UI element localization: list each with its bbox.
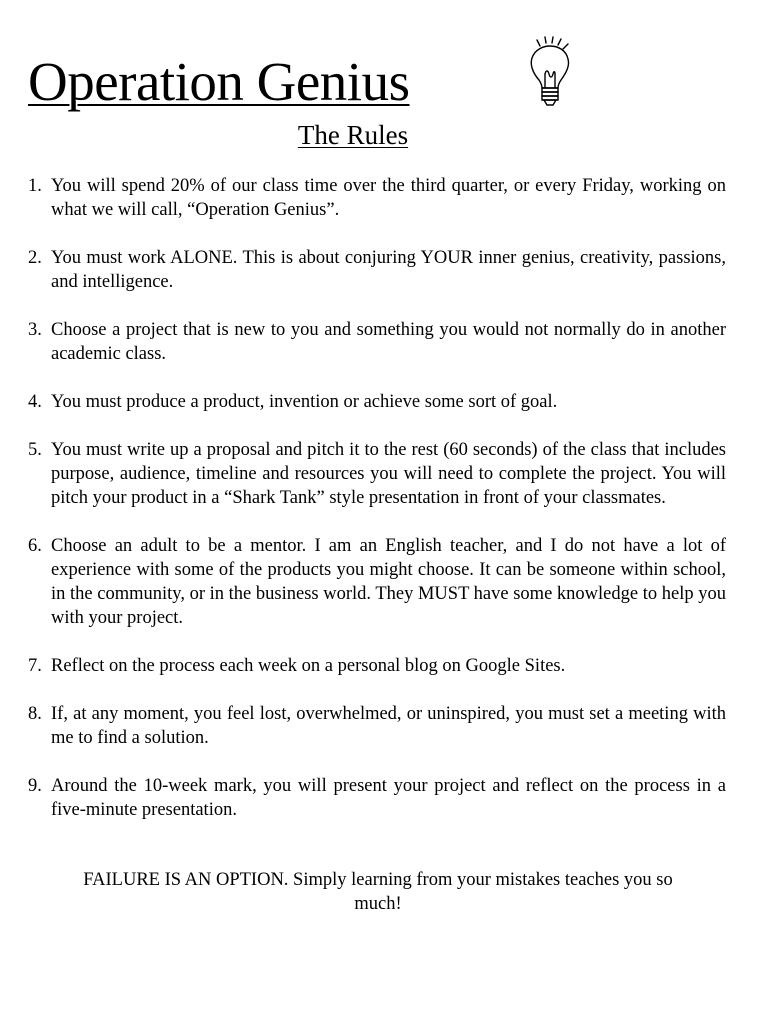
- closing-statement: FAILURE IS AN OPTION. Simply learning from your mistakes teaches you so much!: [83, 870, 673, 914]
- rule-text: Choose a project that is new to you and something you would not normally do in another academic class.: [51, 320, 726, 364]
- light-bulb-icon: [522, 36, 578, 112]
- rule-item-6: [28, 534, 726, 630]
- rule-text: Reflect on the process each week on a personal blog on Google Sites.: [51, 656, 566, 676]
- rule-item-5: [28, 438, 726, 510]
- rule-text: You must work ALONE. This is about conjuring YOUR inner genius, creativity, passions, and intelligence.: [51, 248, 726, 292]
- rule-item-7: [28, 654, 726, 678]
- document-subtitle: [0, 118, 706, 152]
- rule-text: Around the 10-week mark, you will present your project and reflect on the process in a five-minute presentation.: [51, 776, 726, 820]
- rule-number: 5.: [28, 440, 42, 460]
- rules-list: [28, 174, 726, 846]
- rule-number: 4.: [28, 392, 42, 412]
- rule-text: You must produce a product, invention or achieve some sort of goal.: [51, 392, 558, 412]
- rule-number: 2.: [28, 248, 42, 268]
- rule-number: 7.: [28, 656, 42, 676]
- subtitle-text: The Rules: [297, 120, 409, 150]
- rule-number: 9.: [28, 776, 42, 796]
- rule-number: 6.: [28, 536, 42, 556]
- rule-item-9: [28, 774, 726, 822]
- rule-item-8: [28, 702, 726, 750]
- document-title: Operation Genius: [28, 51, 410, 112]
- rule-item-4: [28, 390, 726, 414]
- rule-item-3: [28, 318, 726, 366]
- rule-number: 1.: [28, 176, 42, 196]
- rule-text: You must write up a proposal and pitch it to the rest (60 seconds) of the class that includes purpose, audience, timeline and resources you will need to complete the project. You will pitch your product in a “Shark Tank” style presentation in front of your classmates.: [51, 440, 726, 508]
- rule-item-2: [28, 246, 726, 294]
- rule-number: 8.: [28, 704, 42, 724]
- rule-text: Choose an adult to be a mentor. I am an English teacher, and I do not have a lot of experience with some of the products you might choose. It can be someone within school, in the community, or in the business world. They MUST have some knowledge to help you with your project.: [51, 536, 726, 628]
- rule-item-1: [28, 174, 726, 222]
- rule-number: 3.: [28, 320, 42, 340]
- rule-text: If, at any moment, you feel lost, overwhelmed, or uninspired, you must set a meeting with me to find a solution.: [51, 704, 726, 748]
- rule-text: You will spend 20% of our class time over the third quarter, or every Friday, working on what we will call, “Operation Genius”.: [51, 176, 726, 220]
